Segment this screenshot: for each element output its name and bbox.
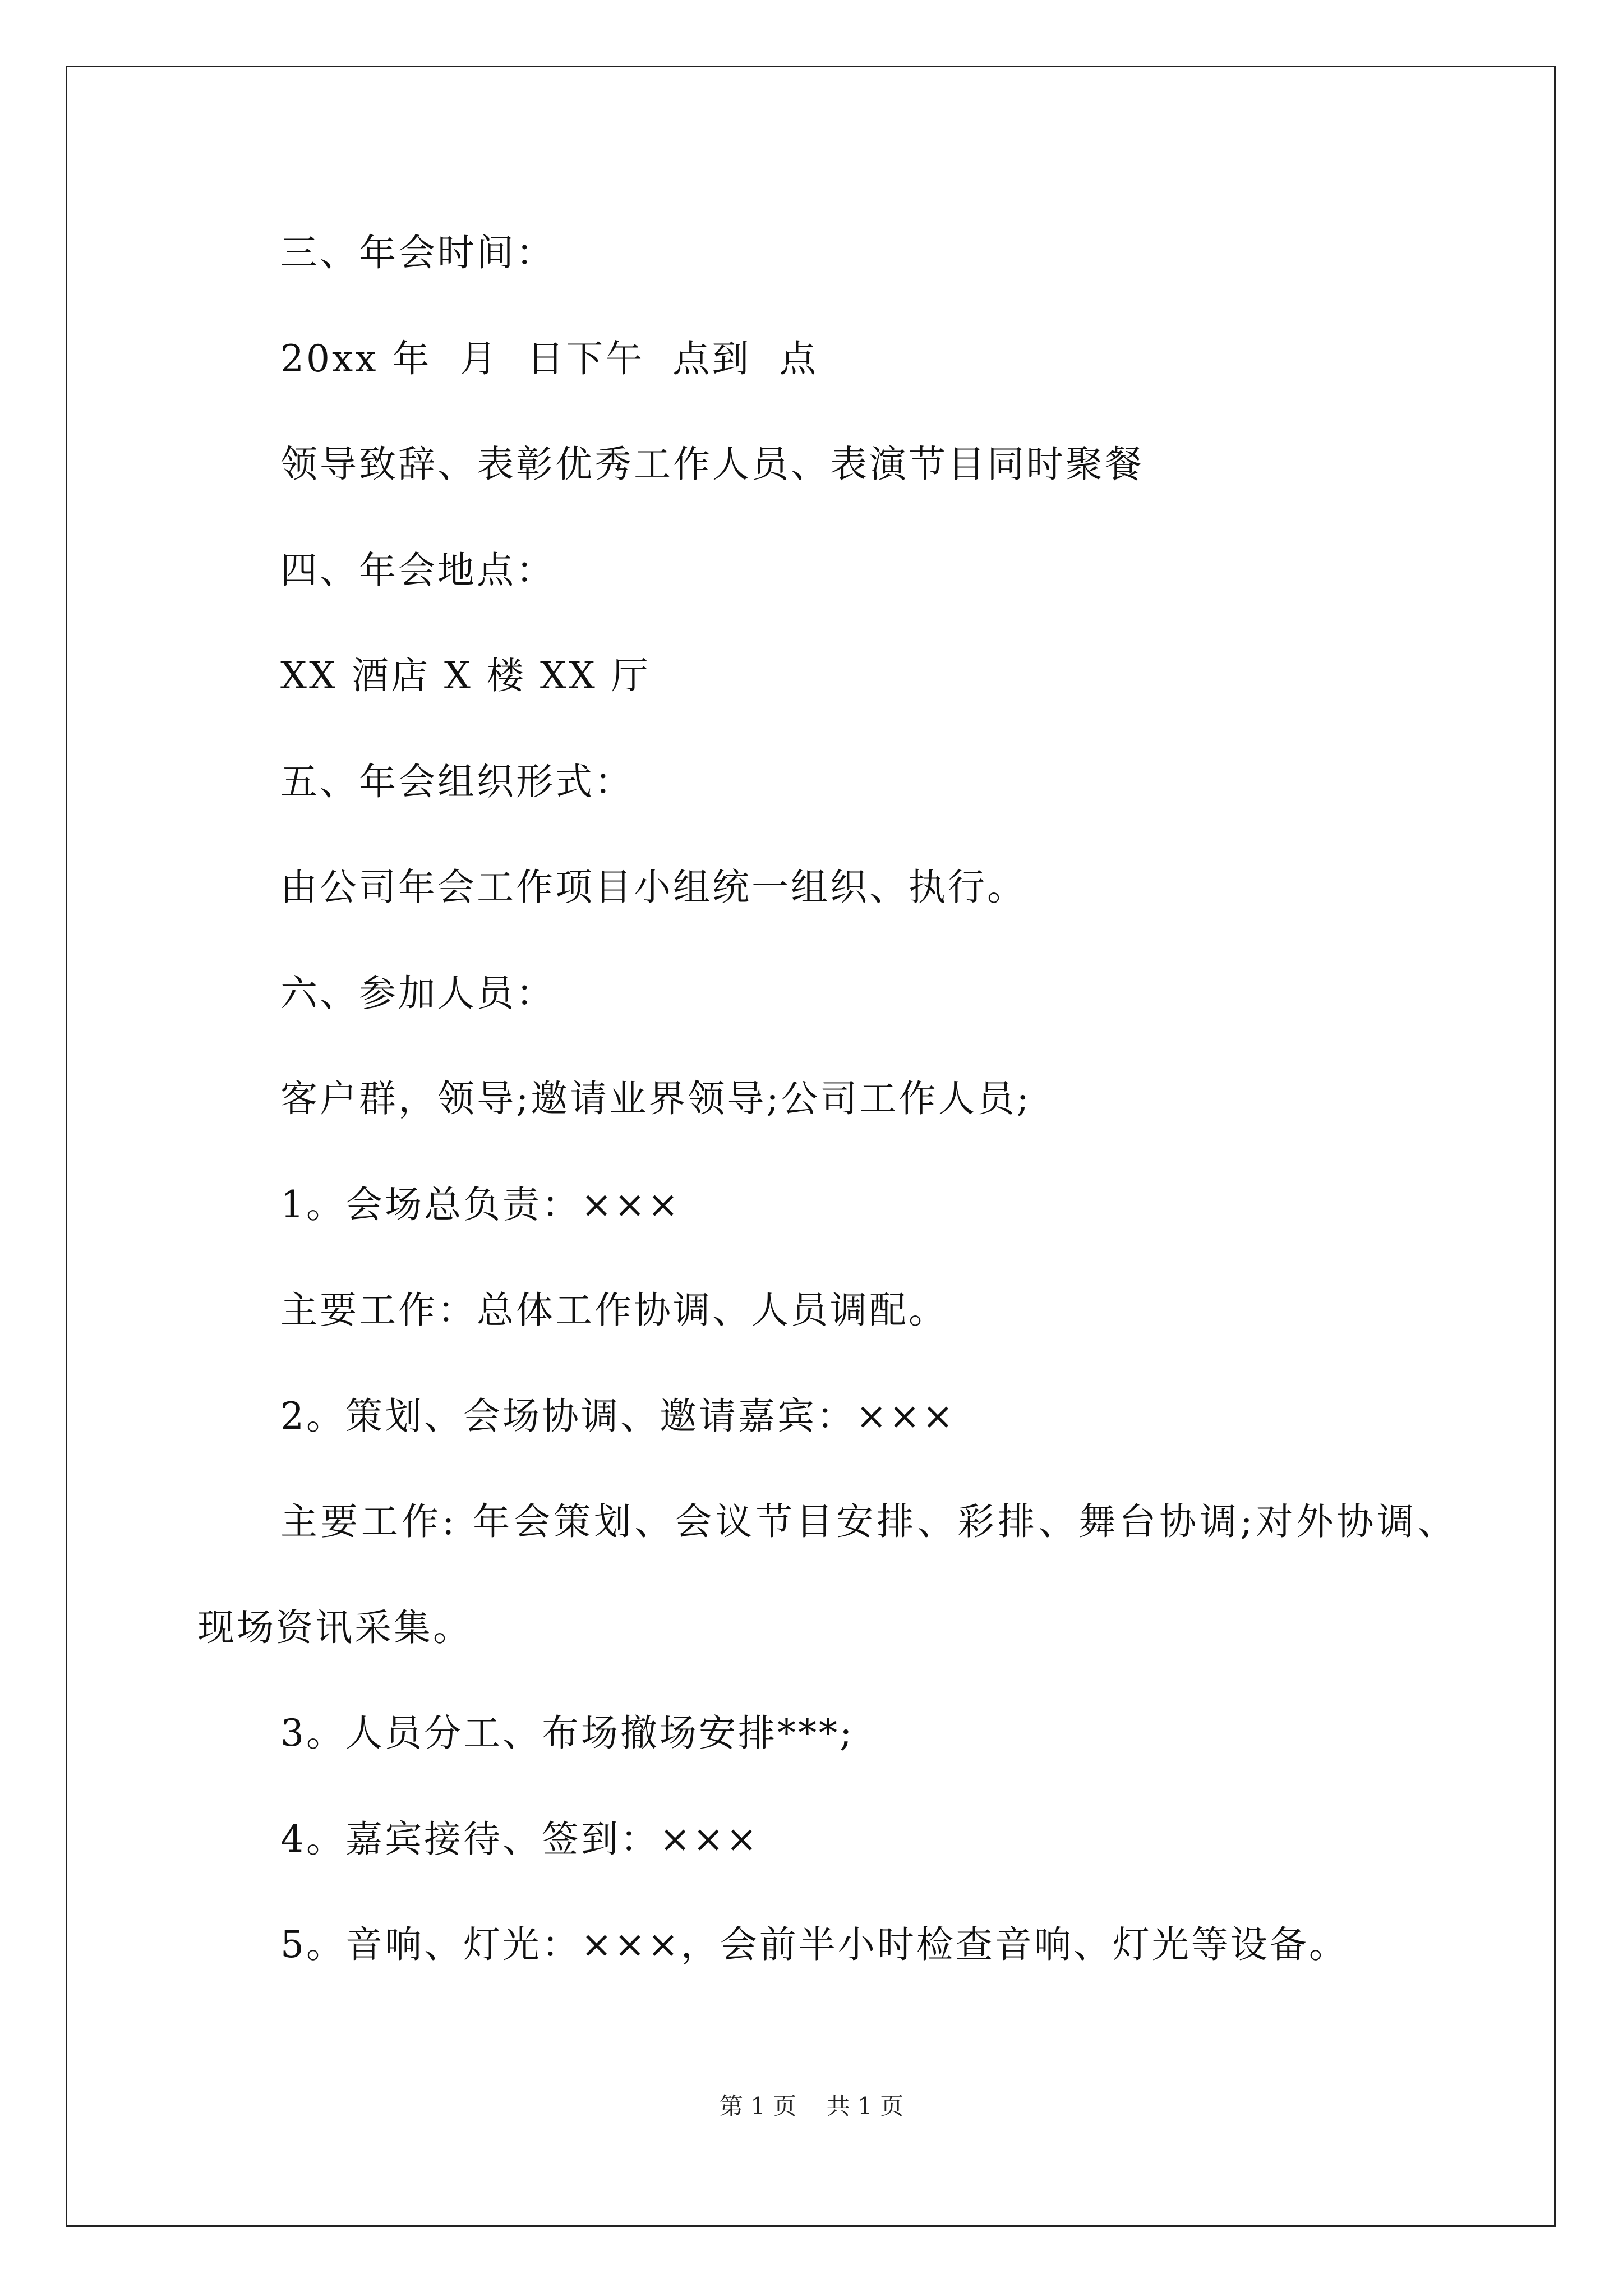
item-2-duties-continued: 现场资讯采集。 xyxy=(197,1606,472,1649)
participants-value: 客户群，领导;邀请业界领导;公司工作人员; xyxy=(280,1077,1031,1120)
item-1-venue-lead: 1。会场总负责：××× xyxy=(280,1183,681,1226)
page-number: 第 1 页 共 1 页 xyxy=(719,2092,904,2120)
item-2-duties: 主要工作: 年会策划、会议节目安排、彩排、舞台协调;对外协调、 xyxy=(280,1500,1458,1543)
organization-form-value: 由公司年会工作项目小组统一组织、执行。 xyxy=(280,866,1026,909)
heading-meeting-place: 四、年会地点： xyxy=(280,549,555,592)
item-2-planning: 2。策划、会场协调、邀请嘉宾：××× xyxy=(280,1395,956,1438)
item-3-staffing: 3。人员分工、布场撤场安排***; xyxy=(280,1711,855,1755)
meeting-agenda: 领导致辞、表彰优秀工作人员、表演节目同时聚餐 xyxy=(280,443,1144,486)
item-4-reception: 4。嘉宾接待、签到：××× xyxy=(280,1818,759,1861)
item-5-sound-lighting: 5。音响、灯光：×××，会前半小时检查音响、灯光等设备。 xyxy=(280,1923,1348,1966)
heading-meeting-time: 三、年会时间： xyxy=(280,231,555,274)
heading-participants: 六、参加人员： xyxy=(280,972,555,1015)
item-1-duties: 主要工作：总体工作协调、人员调配。 xyxy=(280,1289,948,1332)
meeting-place-value: XX 酒店 X 楼 XX 厅 xyxy=(280,654,651,697)
heading-organization-form: 五、年会组织形式： xyxy=(280,760,634,803)
meeting-time-value: 20xx 年 月 日下午 点到 点 xyxy=(280,337,819,380)
